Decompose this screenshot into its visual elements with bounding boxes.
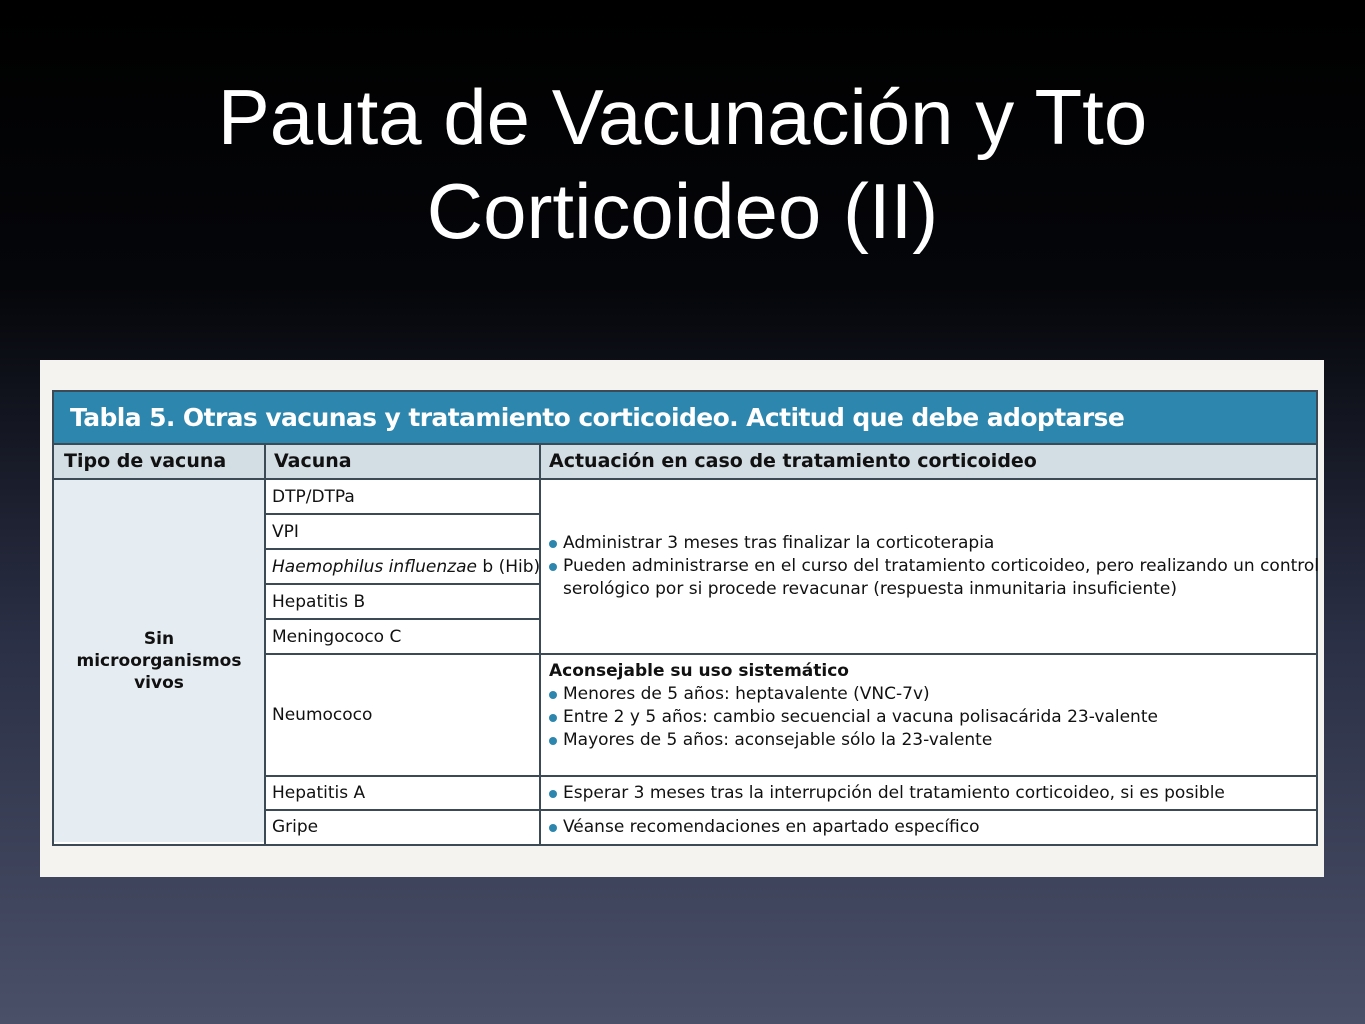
group-label-line2: microorganismos (76, 651, 242, 671)
vaccine-name: Meningococo C (272, 627, 402, 647)
vaccine-hepatitis-a (272, 783, 365, 803)
row-divider (264, 775, 1316, 777)
header-actuacion: Actuación en caso de tratamiento corticoideo (549, 450, 1037, 472)
action-gripe (549, 816, 980, 839)
row-divider (264, 583, 539, 585)
bullet-item (549, 555, 1319, 578)
bullet-item (549, 782, 1225, 805)
bullet-item (549, 532, 1319, 555)
vaccine-name: Hepatitis A (272, 783, 366, 803)
bullet-text: Administrar 3 meses tras finalizar la corticoterapia (563, 533, 995, 553)
vaccine-table (52, 390, 1318, 846)
vaccine-gripe (272, 817, 318, 837)
vaccine-name: Gripe (272, 817, 319, 837)
bullet-item (549, 706, 1158, 729)
bullet-text: Pueden administrarse en el curso del tratamiento corticoideo, pero realizando un control (563, 556, 1320, 576)
divider-col1 (264, 443, 266, 844)
header-tipo-de-vacuna: Tipo de vacuna (64, 450, 227, 472)
vaccine-hib (272, 557, 540, 577)
group-label-line1: Sin (143, 629, 175, 649)
header-vacuna: Vacuna (274, 450, 352, 472)
bullet-item (549, 816, 980, 839)
bullet-text: Véanse recomendaciones en apartado específico (563, 817, 980, 837)
row-divider (264, 809, 1316, 811)
action-group-general (549, 532, 1319, 601)
group-label-line3: vivos (134, 673, 184, 693)
vaccine-meningococo-c (272, 627, 401, 647)
action-heading: Aconsejable su uso sistemático (549, 661, 849, 681)
vaccine-name: Hepatitis B (272, 592, 366, 612)
row-divider (264, 618, 539, 620)
action-hepatitis-a (549, 782, 1225, 805)
group-sin-microorganismos-vivos (54, 480, 264, 842)
bullet-item (549, 729, 1158, 752)
vaccine-name: DTP/DTPa (272, 487, 355, 507)
table-photo (40, 360, 1324, 877)
vaccine-hepatitis-b (272, 592, 365, 612)
bullet-text: Mayores de 5 años: aconsejable sólo la 23-valente (563, 730, 993, 750)
vaccine-dtp (272, 487, 355, 507)
bullet-text: Esperar 3 meses tras la interrupción del tratamiento corticoideo, si es posible (563, 783, 1225, 803)
table-title: Tabla 5. Otras vacunas y tratamiento corticoideo. Actitud que debe adoptarse (54, 392, 1316, 443)
action-neumococo (549, 660, 1158, 752)
vaccine-neumococo (272, 705, 372, 725)
divider-col2 (539, 443, 541, 844)
vaccine-vpi (272, 522, 299, 542)
bullet-text: Entre 2 y 5 años: cambio secuencial a vacuna polisacárida 23-valente (563, 707, 1158, 727)
bullet-item (549, 683, 1158, 706)
slide-title-line2: Corticoideo (II) (426, 167, 939, 255)
slide-title (0, 70, 1365, 258)
row-divider (264, 653, 1316, 655)
table-header-row (54, 443, 1316, 480)
vaccine-name: VPI (272, 522, 299, 542)
bullet-continuation: serológico por si procede revacunar (respuesta inmunitaria insuficiente) (563, 579, 1177, 599)
slide-title-line1: Pauta de Vacunación y Tto (217, 73, 1148, 161)
bullet-text: Menores de 5 años: heptavalente (VNC-7v) (563, 684, 930, 704)
vaccine-name-italic: Haemophilus influenzae (272, 557, 477, 577)
vaccine-name: Neumococo (272, 705, 373, 725)
vaccine-name-suffix: b (Hib) (476, 557, 541, 577)
row-divider (264, 513, 539, 515)
row-divider (264, 548, 539, 550)
